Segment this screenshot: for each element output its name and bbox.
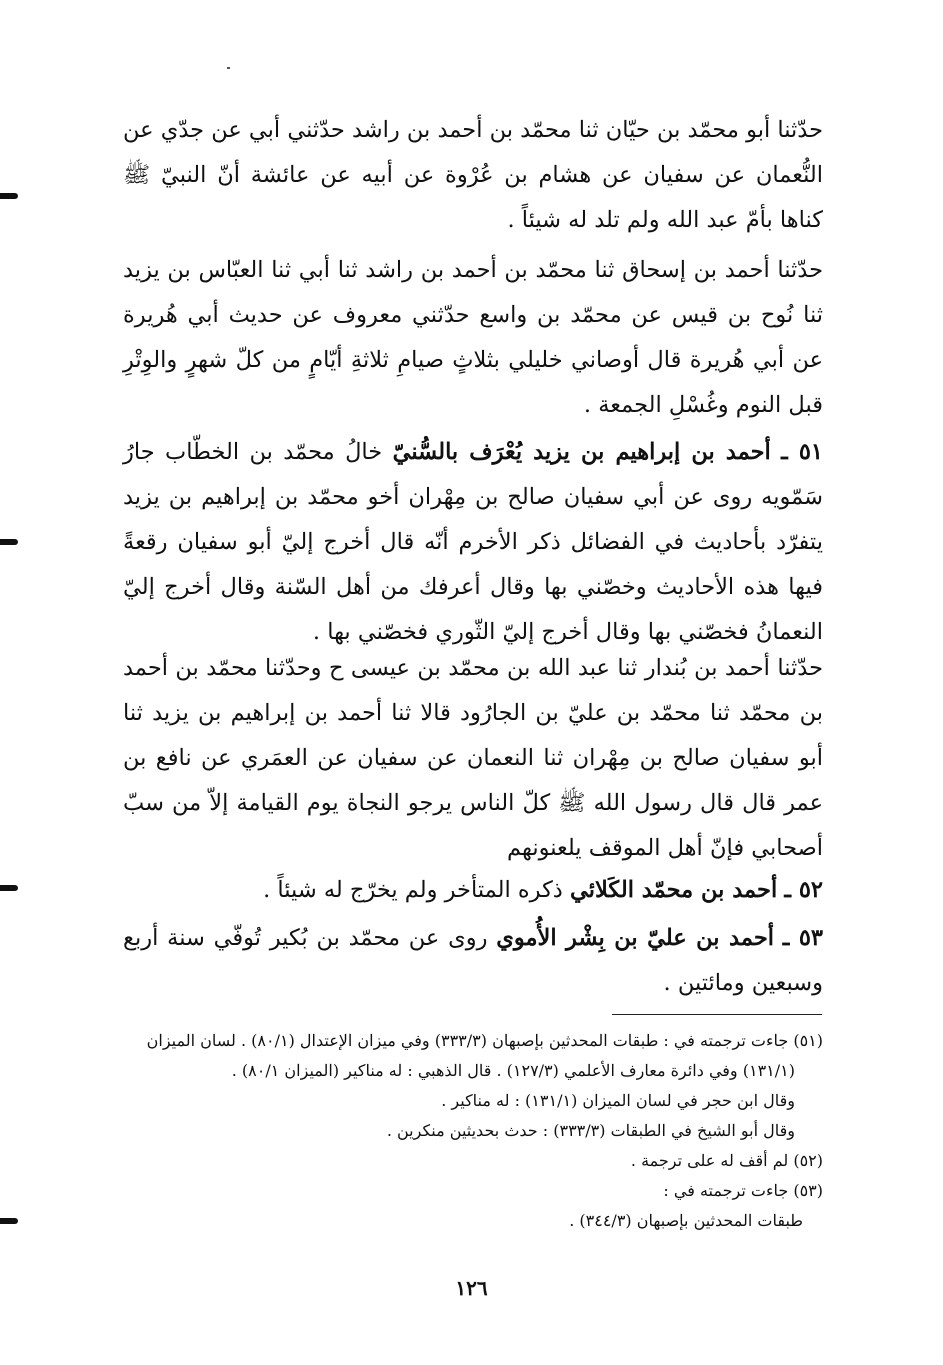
paragraph-text: حدّثنا أحمد بن إسحاق ثنا محمّد بن أحمد بن راشد ثنا أبي ثنا العبّاس بن يزيد ثنا نُوح بن قيس عن محمّد بن واسع حدّثني معروف عن حديث أبي هُريرة عن أبي هُريرة قال أوصاني خليلي بثلاثٍ صيامِ ثلاثةِ أيّامٍ من كلّ شهرٍ والوِتْرِ قبل النوم وغُسْلِ الجمعة . [123, 257, 823, 418]
footnote-line: (٥٢) لم أقف له على ترجمة . [630, 1151, 823, 1170]
page-number: ١٢٦ [455, 1276, 488, 1300]
footnote-divider [612, 1014, 822, 1015]
hadith-paragraph-3 [123, 646, 823, 871]
footnotes [79, 1026, 823, 1236]
hadith-paragraph-1 [123, 108, 823, 243]
biography-entry-53 [123, 916, 823, 1006]
footnote-line: (٥٣) جاءت ترجمته في : [663, 1181, 823, 1200]
entry-name: أحمد بن إبراهيم بن يزيد يُعْرَف بالسُّنيّ [392, 439, 771, 465]
entry-name: أحمد بن عليّ بن بِشْر الأُموي [496, 925, 774, 951]
scan-speck [227, 67, 230, 69]
footnote-line: (٥١) جاءت ترجمته في : طبقات المحدثين بإصبهان (٣٣٣/٣) وفي ميزان الإعتدال (٨٠/١) . لسان الميزان [146, 1031, 823, 1050]
hadith-paragraph-2 [123, 248, 823, 428]
biography-entry-52 [123, 868, 823, 913]
margin-mark [0, 885, 18, 891]
biography-entry-51 [123, 430, 823, 655]
margin-mark [0, 539, 18, 545]
entry-number: ٥٣ ـ [782, 925, 823, 951]
entry-text [123, 916, 823, 1006]
paragraph-text: حدّثنا أبو محمّد بن حيّان ثنا محمّد بن أحمد بن راشد حدّثني أبي عن جدّي عن النُّعمان عن سفيان عن هشام بن عُرْوة عن أبيه عن عائشة أنّ النبيّ ﷺ كناها بأمّ عبد الله ولم تلد له شيئاً . [123, 117, 823, 233]
margin-mark [0, 1218, 18, 1224]
margin-mark [0, 193, 18, 199]
entry-body: خالُ محمّد بن الخطّاب جارُ سَمّويه روى عن أبي سفيان صالح بن مِهْران أخو محمّد بن إبراهيم بن يزيد يتفرّد بأحاديث في الفضائل ذكر الأخرم أنّه قال أخرج إليّ أبو سفيان رقعةً فيها هذه الأحاديث وخصّني بها وقال أعرفك من أهل السّنة وقال أخرج إليّ النعمانُ فخصّني بها وقال أخرج إليّ الثّوري فخصّني بها . [123, 439, 823, 645]
footnote-line: (١٣١/١) وفي دائرة معارف الأعلمي (١٢٧/٣) . قال الذهبي : له مناكير (الميزان ٨٠/١) . [231, 1061, 795, 1080]
entry-number: ٥١ ـ [781, 439, 823, 465]
footnote-line: وقال ابن حجر في لسان الميزان (١٣١/١) : له مناكير . [441, 1091, 795, 1110]
entry-body: ذكره المتأخر ولم يخرّج له شيئاً . [263, 877, 563, 903]
paragraph-text: حدّثنا أحمد بن بُندار ثنا عبد الله بن محمّد بن عيسى ح وحدّثنا محمّد بن أحمد بن محمّد ثنا محمّد بن عليّ بن الجارُود قالا ثنا أحمد بن إبراهيم بن يزيد ثنا أبو سفيان صالح بن مِهْران ثنا النعمان عن سفيان عن العمَري عن نافع بن عمر قال قال رسول الله ﷺ كلّ الناس يرجو النجاة يوم القيامة إلاّ من سبّ أصحابي فإنّ أهل الموقف يلعنونهم [123, 655, 823, 861]
entry-text [123, 430, 823, 655]
footnote-line: طبقات المحدثين بإصبهان (٣٤٤/٣) . [569, 1211, 803, 1230]
footnote-line: وقال أبو الشيخ في الطبقات (٣٣٣/٣) : حدث بحديثين منكرين . [386, 1121, 795, 1140]
entry-number: ٥٢ ـ [784, 877, 823, 903]
entry-body: روى عن محمّد بن بُكير تُوفّي سنة أربع وسبعين ومائتين . [123, 925, 823, 996]
entry-name: أحمد بن محمّد الكَلائي [569, 877, 778, 903]
entry-text [123, 868, 823, 913]
